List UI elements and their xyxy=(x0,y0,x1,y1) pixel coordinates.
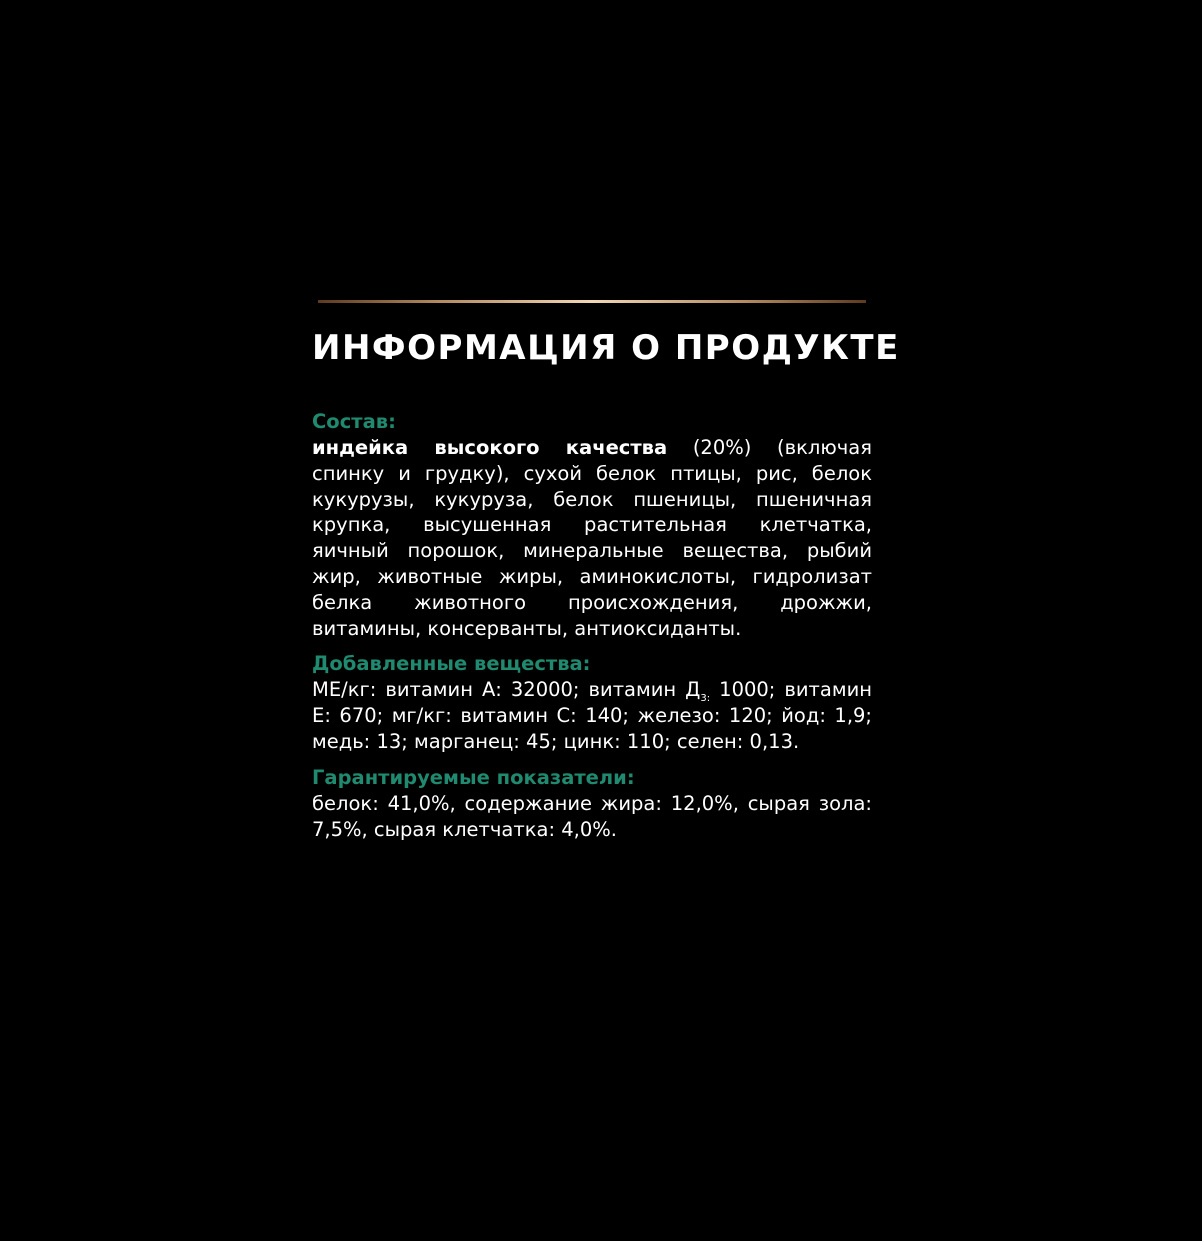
page-title: ИНФОРМАЦИЯ О ПРОДУКТЕ xyxy=(312,328,900,368)
additives-body-part2: 1000; витамин Е: 670; мг/кг: витамин С: 140; железо: 120; йод: 1,9; медь: 13; марганец: 45; цинк: 110; селен: 0,13. xyxy=(312,678,872,753)
composition-section xyxy=(312,409,872,641)
composition-text xyxy=(312,435,872,641)
additives-body-part1: МЕ/кг: витамин А: 32000; витамин Д xyxy=(312,678,701,702)
guaranteed-text: белок: 41,0%, содержание жира: 12,0%, сырая зола: 7,5%, сырая клетчатка: 4,0%. xyxy=(312,791,872,841)
additives-text xyxy=(312,677,872,754)
guaranteed-section xyxy=(312,765,872,843)
composition-heading: Состав: xyxy=(312,410,396,433)
composition-lead: индейка высокого качества xyxy=(312,436,668,459)
additives-section xyxy=(312,651,872,754)
product-info-content xyxy=(312,409,872,842)
vitamin-d-subscript: 3: xyxy=(700,693,711,705)
composition-body: (20%) (включая спинку и грудку), сухой белок птицы, рис, белок кукурузы, кукуруза, белок пшеницы, пшеничная крупка, высушенная растительная клетчатка, яичный порошок, минеральные вещества, рыбий жир, животные жиры, аминокислоты, гидролизат белка животного происхождения, дрожжи, витамины, консерванты, антиоксиданты. xyxy=(312,436,872,640)
additives-heading: Добавленные вещества: xyxy=(312,652,591,676)
guaranteed-heading: Гарантируемые показатели: xyxy=(312,765,635,789)
gold-divider xyxy=(318,300,866,303)
